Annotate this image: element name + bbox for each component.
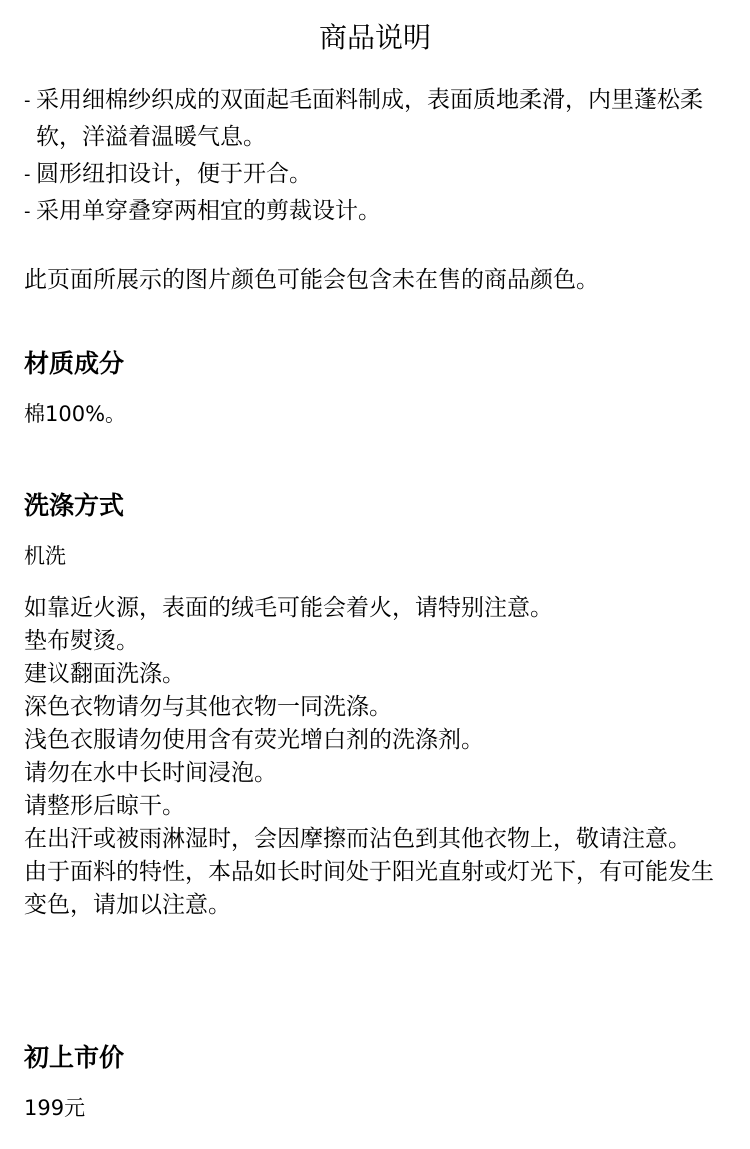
washing-heading: 洗涤方式: [24, 491, 125, 520]
washing-instruction: 浅色衣服请勿使用含有荧光增白剂的洗涤剂。: [24, 727, 484, 753]
washing-instruction: 请勿在水中长时间浸泡。: [24, 760, 277, 786]
price-heading: 初上市价: [24, 1043, 125, 1072]
washing-method: 机洗: [24, 544, 66, 568]
washing-instructions: [24, 592, 730, 922]
washing-instruction: 建议翻面洗涤。: [24, 661, 185, 687]
description-item: - 圆形纽扣设计，便于开合。: [24, 156, 730, 193]
washing-instruction: 如靠近火源，表面的绒毛可能会着火，请特别注意。: [24, 595, 553, 621]
washing-instruction: 由于面料的特性，本品如长时间处于阳光直射或灯光下，有可能发生变色，请加以注意。: [24, 859, 714, 918]
material-value: 棉100%。: [24, 402, 127, 426]
description-item: - 采用细棉纱织成的双面起毛面料制成，表面质地柔滑，内里蓬松柔软，洋溢着温暖气息。: [24, 82, 730, 156]
washing-instruction: 请整形后晾干。: [24, 793, 185, 819]
washing-instruction: 垫布熨烫。: [24, 628, 139, 654]
description-list: [24, 82, 730, 230]
washing-instruction: 深色衣物请勿与其他衣物一同洗涤。: [24, 694, 392, 720]
washing-instruction: 在出汗或被雨淋湿时，会因摩擦而沾色到其他衣物上，敬请注意。: [24, 826, 691, 852]
color-note: 此页面所展示的图片颜色可能会包含未在售的商品颜色。: [24, 267, 599, 293]
page-title: 商品说明: [318, 21, 431, 54]
material-heading: 材质成分: [24, 349, 125, 378]
description-item: - 采用单穿叠穿两相宜的剪裁设计。: [24, 193, 730, 230]
price-value: 199元: [24, 1096, 86, 1120]
